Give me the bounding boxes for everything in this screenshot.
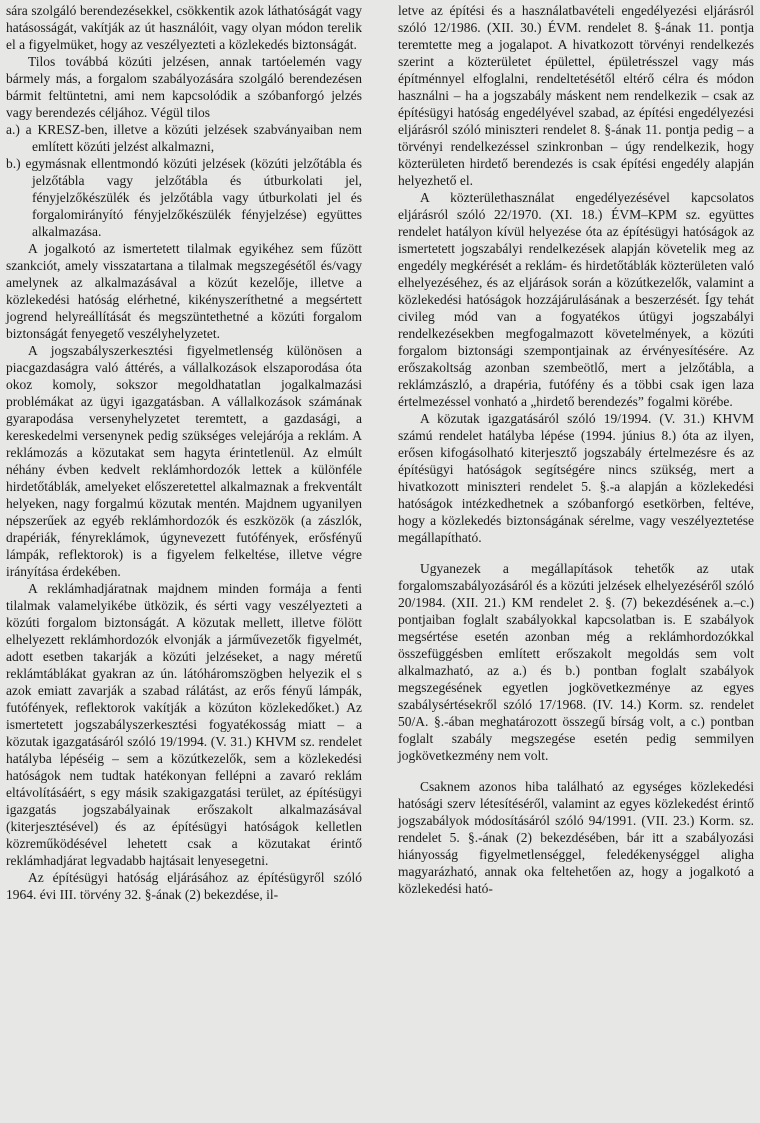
paragraph: A jogszabályszerkesztési figyelmetlenség különösen a piacgazdaságra való áttérés, a vállalkozások elszaporodása óta okoz komoly, sokszor megoldhatatlan jogalkalmazási problémákat az ügyi igazgatásban. A vállalkozások számának gyarapodása versenyhelyzetet teremtett, a gazdasági, a kereskedelmi versenynek pedig szükséges velejárója a reklám. A reklámozás a közutakat sem hagyta érintetlenül. Az elmúlt néhány évben kedvelt reklámhordozók lettek a különféle hirdetőtáblák, amelyeket előszeretettel alkalmaznak a frekventált helyeken, nagy forgalmú közutak mentén. Majdnem ugyanilyen népszerűek az egyéb reklámhordozók és eszközök (a zászlók, drapériák, fényreklámok, úgynevezett futófények, erősfényű lámpák, reflektorok) is a figyelem felkeltése, illetve végre irányítása érdekében. [6,343,362,579]
paragraph: A reklámhadjáratnak majdnem minden formája a fenti tilalmak valamelyikébe ütközik, és sérti vagy veszélyezteti a közúti forgalom biztonságát. A közutak mellett, illetve fölött elhelyezett reklámhordozók elvonják a járművezetők figyelmét, adott esetben takarják a közúti jelzéseket, a nagy méretű reklámtáblákat gyakran az ún. látóháromszögben helyezik el s azok emiatt zavarják a szabad rálátást, az erős fényű lámpák, futófények, reflektorok vakítják a közúton közlekedőket.) Az ismertetett jogszabályszerkesztési fogyatékosság miatt – a közutak igazgatásáról szóló 19/1994. (V. 31.) KHVM sz. rendelet hatályba lépéséig – sem a közútkezelők, sem a közlekedési hatóságok nem tudtak hatékonyan fellépni a zavaró reklám eltávolításáért, s egy másik szakigazgatási terület, az építésügyi igazgatás jogszabályainak erőszakolt alkalmazásával (kiterjesztésével) és az építésügyi hatóságok kelletlen közreműködésével lehetett csak a közutakat érintő reklámhadjárat legvadabb hajtásait lenyesegetni. [6,581,362,868]
paragraph: Csaknem azonos hiba található az egységes közlekedési hatósági szerv létesítéséről, valamint az egyes közlekedést érintő jogszabályok módosításáról szóló 94/1991. (VII. 23.) Korm. sz. rendelet 5. §.-ának (2) bekezdésében, bár itt a szabályozási hiányosság figyelmetlenséggel, feledékenységgel aligha magyarázható, annak oka feltehetően az, hogy a jogalkotó a közlekedési ható- [398,779,754,896]
list-item: b.) egymásnak ellentmondó közúti jelzések (közúti jelzőtábla és jelzőtábla vagy jelzőtábla és útburkolati jel, fényjelzőkészülék és jelzőtábla vagy útburkolati jel és forgalomirányító fényjelzőkészülék fényjelzése) együttes alkalmazása. [6,156,362,239]
paragraph: A közterülethasználat engedélyezésével kapcsolatos eljárásról szóló 22/1970. (XI. 18.) ÉVM–KPM sz. együttes rendelet hatályon kívül helyezése óta az építésügyi hatóságok az ismertetett jogszabályi rendelkezések alapján követelik meg az engedély megkérését a reklám- és hirdetőtáblák közterületen való elhelyezéséhez, és az eljárások során a közútkezelők, valamint a közlekedési hatóságok hozzájárulásának a beszerzését. Így tehát civileg mód van a fogyatékos útügyi jogszabályi rendelkezésekben megfogalmazott követelmények, a közúti forgalom biztonsági szempontjainak az érvényesítésére. Az erőszakoltság azonban szembeötlő, mert a jelzőtábla, a reklámzászló, a drapéria, futófény és a többi csak igen laza értelmezéssel vonható a „hirdető berendezés” fogalmi körébe. [398,190,754,409]
paragraph: Ugyanezek a megállapítások tehetők az utak forgalomszabályozásáról és a közúti jelzések elhelyezéséről szóló 20/1984. (XII. 21.) KM rendelet 2. §. (7) bekezdésének a.–c.) pontjaiban foglalt szabályokkal kapcsolatban is. E szabályok megsértése esetén azonban még a reklámhordozókkal összefüggésben említett erőszakolt megoldás sem volt alkalmazható, az a.) és b.) pontban foglalt szabályok megszegésének egyetlen jogkövetkezménye az egyes szabálysértésekről szóló 17/1968. (IV. 14.) Korm. sz. rendelet 50/A. §.-ában meghatározott összegű bírság volt, a c.) pontban foglalt szabály megszegése esetén pedig semmilyen jogkövetkezmény nem volt. [398,561,754,763]
left-column [6,2,362,903]
paragraph: Tilos továbbá közúti jelzésen, annak tartóelemén vagy bármely más, a forgalom szabályozására szolgáló berendezésen bármit feltüntetni, ami nem kapcsolódik a szóbanforgó jelzés vagy berendezés céljához. Végül tilos [6,54,362,120]
paragraph: Az építésügyi hatóság eljárásához az építésügyről szóló 1964. évi III. törvény 32. §-ának (2) bekezdése, il- [6,870,362,902]
paragraph: letve az építési és a használatbavételi engedélyezési eljárásról szóló 12/1986. (XII. 30.) ÉVM. rendelet 8. §-ának 11. pontja teremtette meg a jogalapot. A hivatkozott törvényi rendelkezés szerint a közterületet épülettel, épületrésszel vagy más építménnyel elfoglalni, rendeltetésétől eltérő célra és módon használni – ha a jogszabály máskent nem rendelkezik – csak az építésügyi hatóság engedélyével szabad, az építési engedélyezési eljárásról szóló miniszteri rendelet 8. §-ának 11. pontja pedig – a törvényi rendelkezéssel szinkronban – úgy rendelkezik, hogy közterületen hirdető berendezés is csak építési engedély alapján helyezhető el. [398,3,754,188]
paragraph: A jogalkotó az ismertetett tilalmak egyikéhez sem fűzött szankciót, amely visszatartana a tilalmak megszegésétől és/vagy amelynek az alkalmazásával a közút kezelője, illetve a közlekedési hatóság elérhetné, kikényszeríthetné a megsértett jogrend helyreállítását és megszüntethetné a közúti forgalom biztonságát fenyegető veszélyhelyzetet. [6,241,362,341]
right-column [398,2,754,897]
paragraph: A közutak igazgatásáról szóló 19/1994. (V. 31.) KHVM számú rendelet hatályba lépése (1994. június 8.) óta az ilyen, erősen kifogásolható kiterjesztő jogszabály értelmezésre és az építésügyi hatóságok segítségére nincs szükség, mert a hivatkozott miniszteri rendelet 5. §.-a alapján a közlekedési hatóságok intézkedhetnek a szóbanforgó esetkörben, feltéve, hogy a közlekedés biztonságának sérelme, vagy veszélyeztetése megállapítható. [398,411,754,545]
paragraph: sára szolgáló berendezésekkel, csökkentik azok láthatóságát vagy hatásosságát, vakítják az út használóit, vagy olyan módon terelik el a figyelmüket, hogy az veszélyezteti a közlekedés biztonságát. [6,3,362,52]
list-item: a.) a KRESZ-ben, illetve a közúti jelzések szabványaiban nem említett közúti jelzést alkalmazni, [6,122,362,154]
